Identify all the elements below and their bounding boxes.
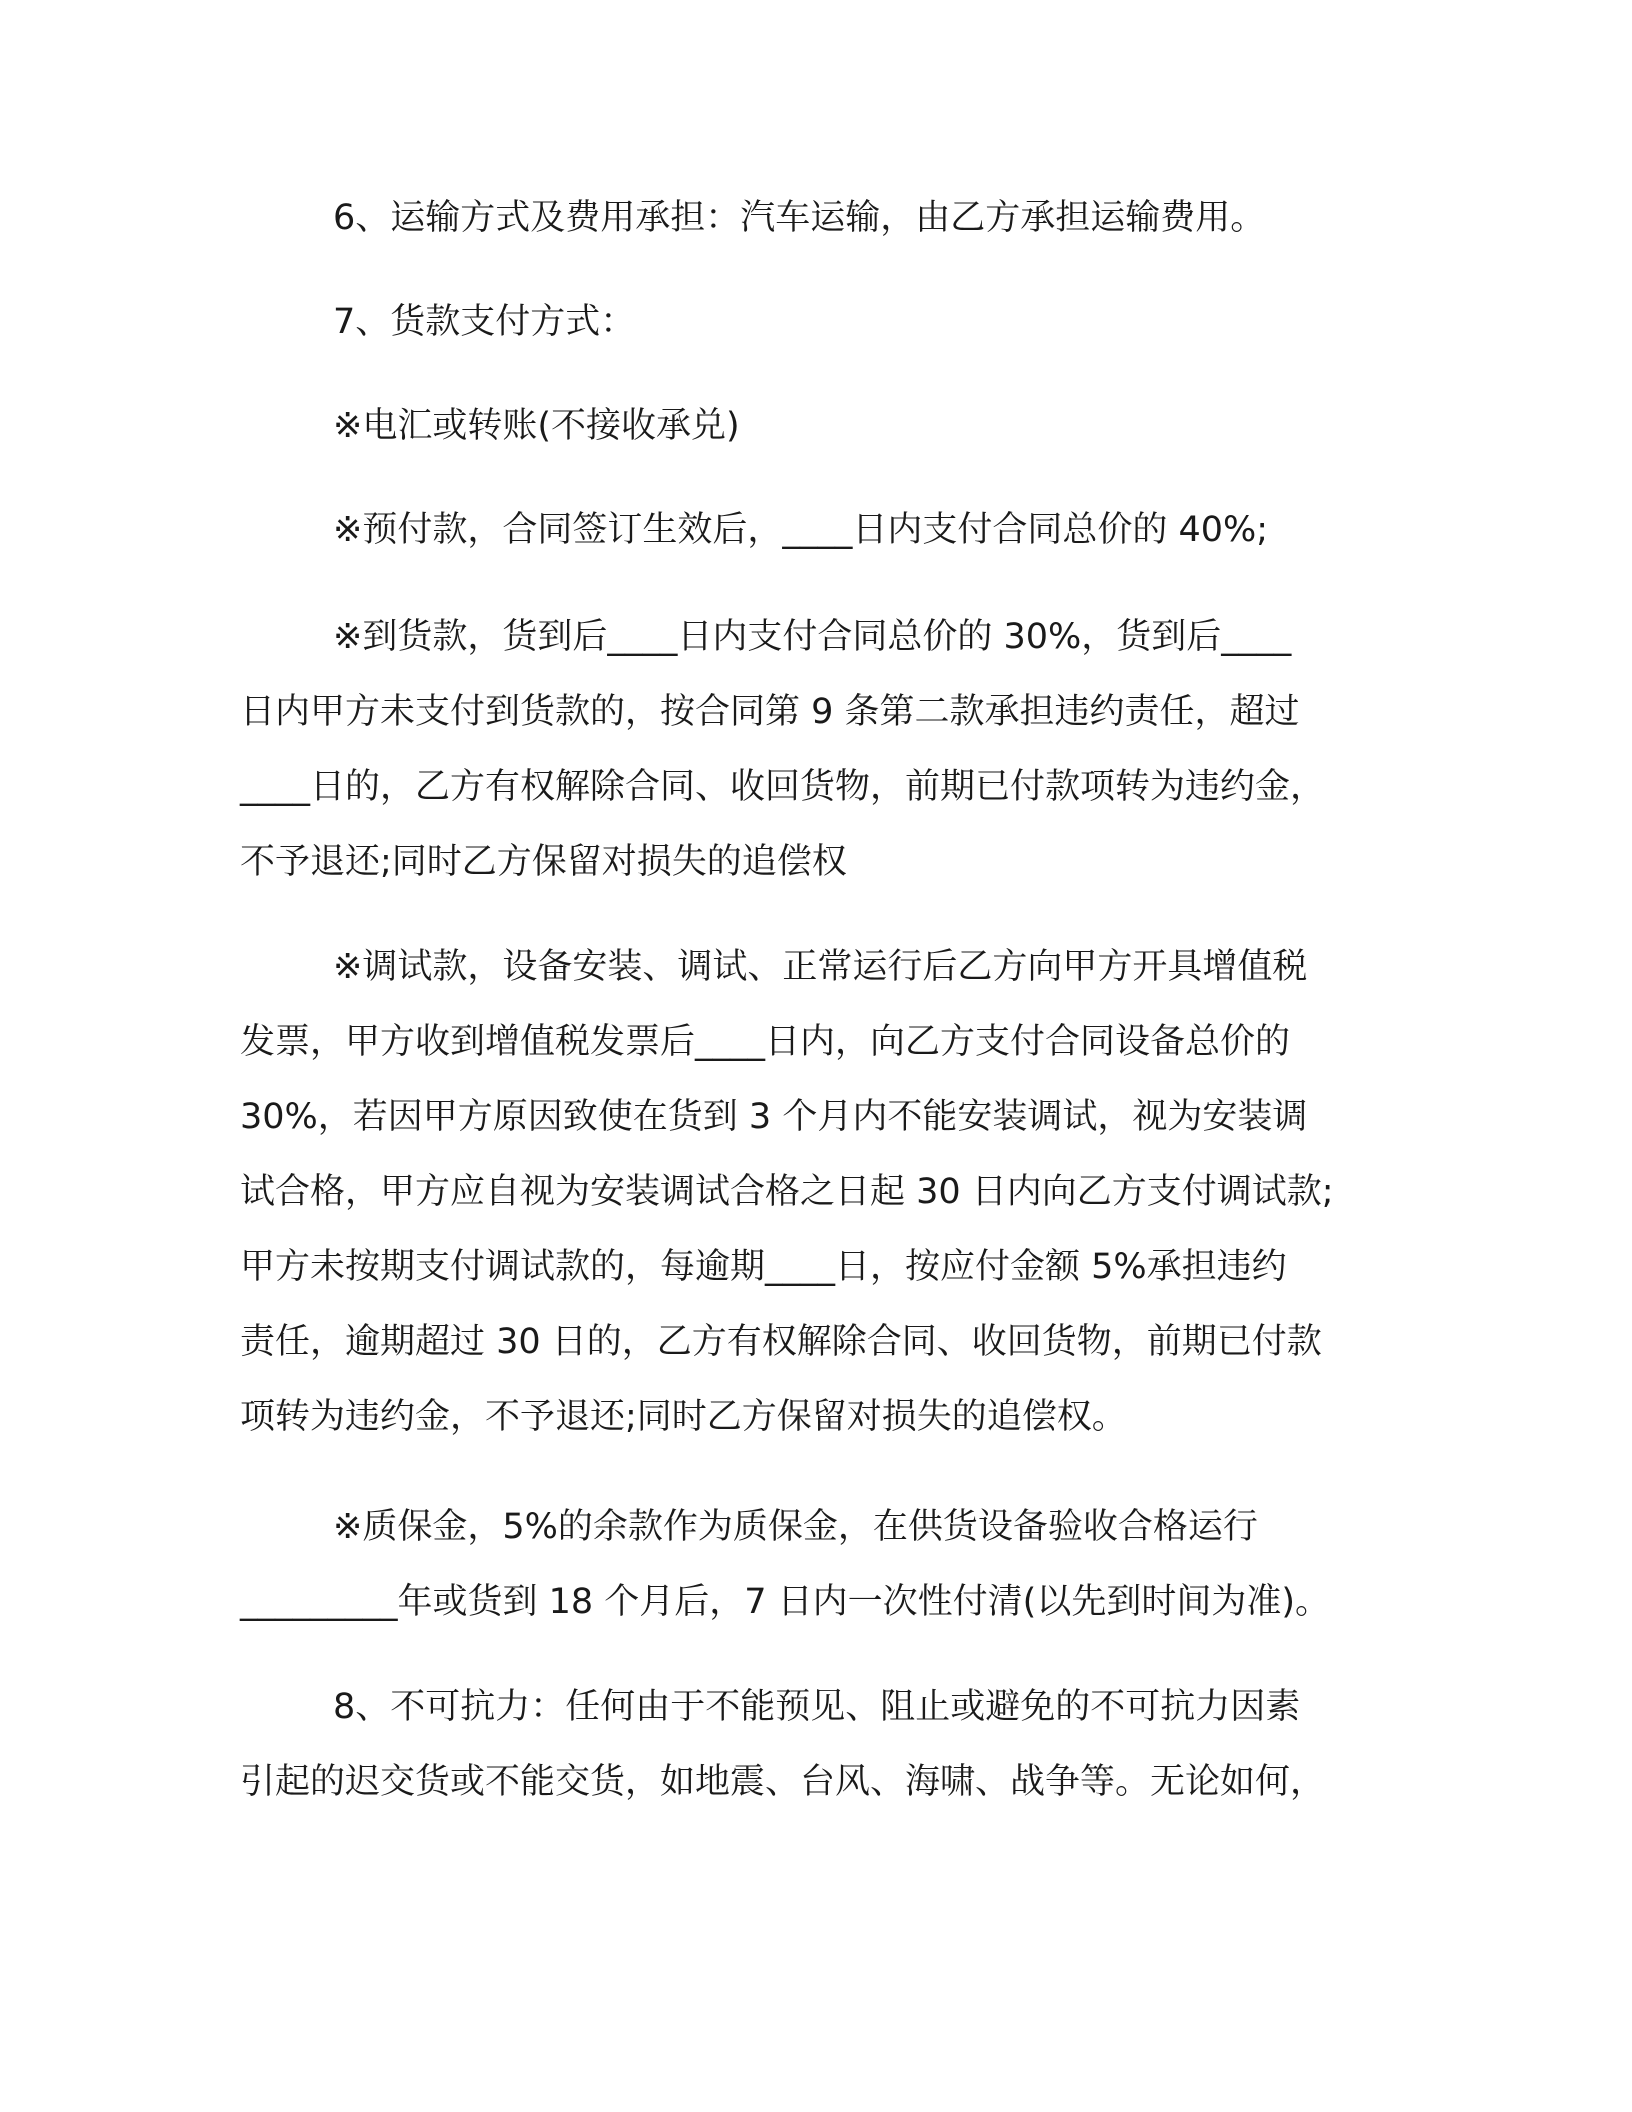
clause-7-heading: 7、货款支付方式： <box>333 302 636 342</box>
payment-debug-line-4: 试合格，甲方应自视为安装调试合格之日起 30 日内向乙方支付调试款; <box>240 1172 1334 1212</box>
payment-arrival-line-1: ※到货款，货到后____日内支付合同总价的 30%，货到后____ <box>333 617 1292 657</box>
payment-debug-line-7: 项转为违约金，不予退还;同时乙方保留对损失的追偿权。 <box>240 1397 1127 1437</box>
payment-debug-line-2: 发票，甲方收到增值税发票后____日内，向乙方支付合同设备总价的 <box>240 1022 1291 1062</box>
payment-warranty-line-2: _________年或货到 18 个月后，7 日内一次性付清(以先到时间为准)。 <box>240 1582 1330 1622</box>
payment-arrival-line-3: ____日的，乙方有权解除合同、收回货物，前期已付款项转为违约金， <box>240 767 1326 807</box>
payment-arrival-line-4: 不予退还;同时乙方保留对损失的追偿权 <box>240 842 847 882</box>
payment-debug-line-1: ※调试款，设备安装、调试、正常运行后乙方向甲方开具增值税 <box>333 947 1308 987</box>
clause-8-force-majeure-line-2: 引起的迟交货或不能交货，如地震、台风、海啸、战争等。无论如何， <box>240 1762 1326 1802</box>
payment-method-wire: ※电汇或转账(不接收承兑) <box>333 406 740 446</box>
payment-debug-line-6: 责任，逾期超过 30 日的，乙方有权解除合同、收回货物，前期已付款 <box>240 1322 1322 1362</box>
clause-8-force-majeure-line-1: 8、不可抗力：任何由于不能预见、阻止或避免的不可抗力因素 <box>333 1687 1301 1727</box>
payment-debug-line-5: 甲方未按期支付调试款的，每逾期____日，按应付金额 5%承担违约 <box>240 1247 1287 1287</box>
payment-arrival-line-2: 日内甲方未支付到货款的，按合同第 9 条第二款承担违约责任，超过 <box>240 692 1300 732</box>
payment-warranty-line-1: ※质保金，5%的余款作为质保金，在供货设备验收合格运行 <box>333 1507 1258 1547</box>
payment-advance: ※预付款，合同签订生效后，____日内支付合同总价的 40%; <box>333 510 1269 550</box>
payment-debug-line-3: 30%，若因甲方原因致使在货到 3 个月内不能安装调试，视为安装调 <box>240 1097 1308 1137</box>
clause-6-transport: 6、运输方式及费用承担：汽车运输，由乙方承担运输费用。 <box>333 198 1266 238</box>
